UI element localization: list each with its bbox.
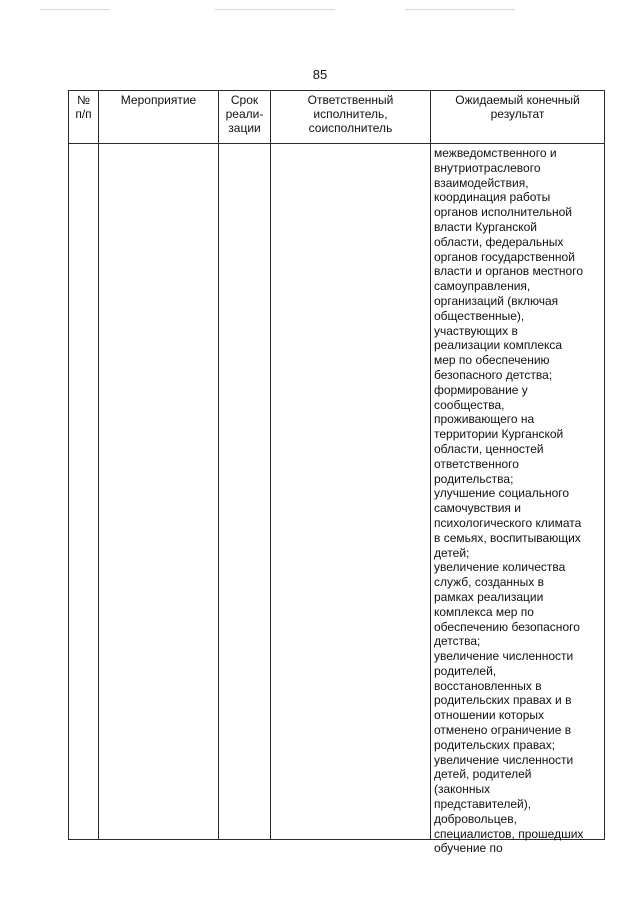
header-term-label: Срок реали- зации xyxy=(225,93,264,135)
header-num-label: № п/п xyxy=(75,93,92,121)
page-number: 85 xyxy=(312,67,328,82)
cell-result-text: межведомственного и внутриотраслевого взаимодействия, координация работы органов исполнительной власти Курганской области, федеральных органов государственной власти и органов местного самоуправления, организаций (включая общественные), участвующих в реализации комплекса мер по обеспечению безопасного детства; формирование у сообщества, проживающего на территории Курганской области, ценностей ответственного родительства; улучшение социального самочувствия и психологического климата в семьях, воспитывающих детей; увеличение количества служб, созданных в рамках реализации комплекса мер по обеспечению безопасного детства; увеличение численности родителей, восстановленных в родительских правах и в отношении которых отменено ограничение в родительских правах; увеличение численности детей, родителей (законных представителей), добровольцев, специалистов, прошедших обучение по xyxy=(434,146,584,856)
header-activity-label: Мероприятие xyxy=(120,93,197,107)
table-row xyxy=(69,144,605,840)
scan-artifact xyxy=(215,9,335,10)
header-responsible-label: Ответственный исполнитель, соисполнитель xyxy=(307,93,394,135)
cell-responsible xyxy=(271,144,431,840)
header-activity xyxy=(99,91,219,144)
scan-artifact xyxy=(405,9,515,10)
scan-artifact xyxy=(40,9,110,10)
cell-activity xyxy=(99,144,219,840)
measures-table xyxy=(68,90,605,856)
cell-responsible-text xyxy=(271,144,430,839)
cell-num-text xyxy=(69,144,98,839)
cell-term xyxy=(219,144,271,840)
header-result-label: Ожидаемый конечный результат xyxy=(455,93,580,121)
cell-activity-text xyxy=(99,144,218,839)
table-header-row xyxy=(69,91,605,144)
cell-num xyxy=(69,144,99,840)
header-responsible xyxy=(271,91,431,144)
header-result xyxy=(431,91,605,144)
header-term xyxy=(219,91,271,144)
header-num xyxy=(69,91,99,144)
cell-term-text xyxy=(219,144,270,839)
cell-result xyxy=(431,144,605,856)
